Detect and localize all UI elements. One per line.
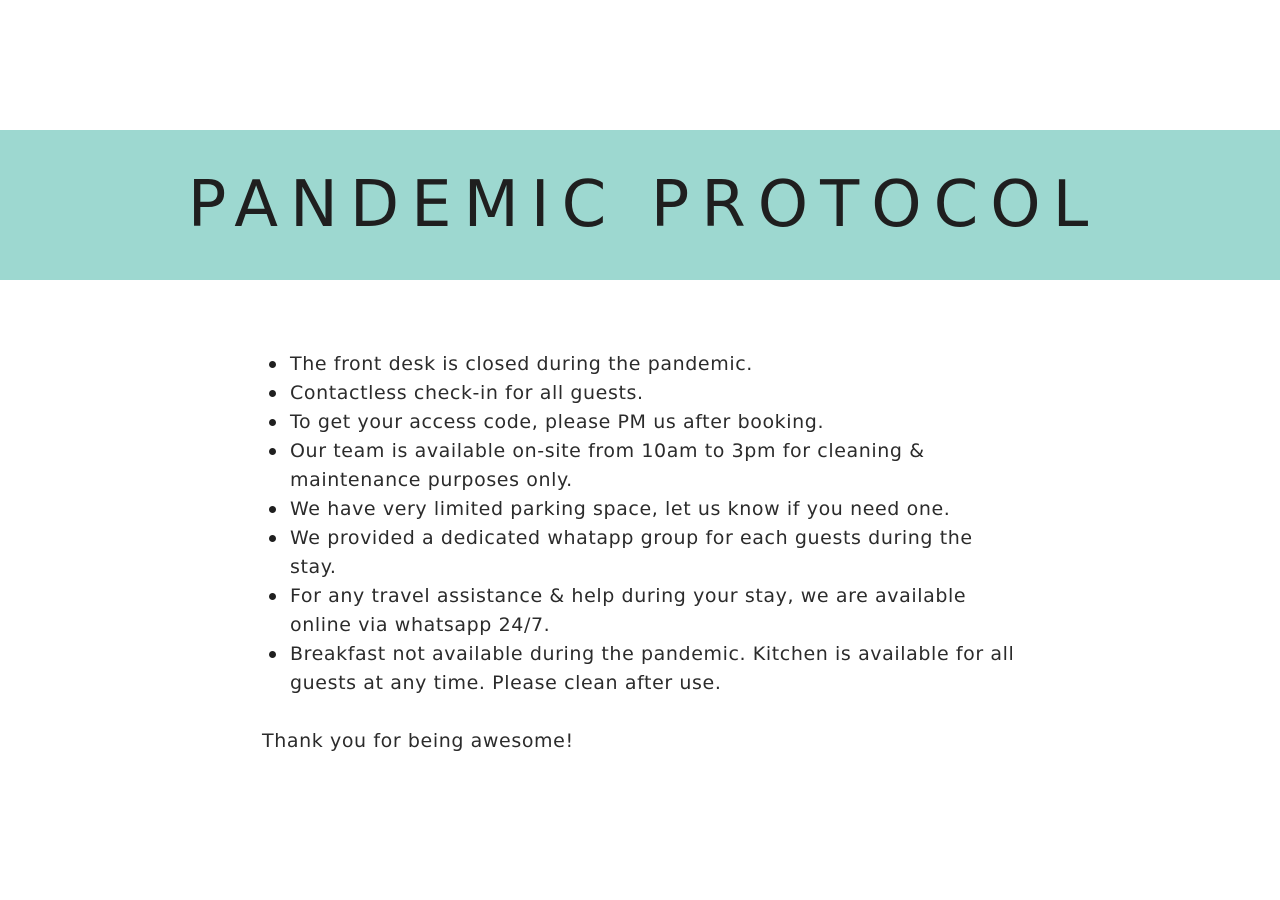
list-item-text: We provided a dedicated whatapp group for each guests during the stay. <box>290 527 973 578</box>
list-item-text: The front desk is closed during the pandemic. <box>290 353 753 375</box>
protocol-body <box>262 350 1022 756</box>
list-item <box>262 437 1022 495</box>
list-item-text: Our team is available on-site from 10am to 3pm for cleaning & maintenance purposes only. <box>290 440 925 491</box>
list-item <box>262 640 1022 698</box>
list-item <box>262 495 1022 524</box>
title-banner <box>0 130 1280 280</box>
bullet-icon <box>269 506 276 513</box>
protocol-list <box>262 350 1022 698</box>
bullet-icon <box>269 361 276 368</box>
bullet-icon <box>269 535 276 542</box>
list-item <box>262 350 1022 379</box>
list-item <box>262 524 1022 582</box>
page-title: PANDEMIC PROTOCOL <box>187 168 1101 242</box>
bullet-icon <box>269 651 276 658</box>
list-item-text: For any travel assistance & help during your stay, we are available online via whatsapp 24/7. <box>290 585 967 636</box>
list-item-text: Contactless check-in for all guests. <box>290 382 644 404</box>
list-item <box>262 582 1022 640</box>
list-item-text: We have very limited parking space, let us know if you need one. <box>290 498 951 520</box>
list-item <box>262 408 1022 437</box>
bullet-icon <box>269 448 276 455</box>
closing-message: Thank you for being awesome! <box>262 730 574 752</box>
list-item-text: Breakfast not available during the pandemic. Kitchen is available for all guests at any time. Please clean after use. <box>290 643 1015 694</box>
bullet-icon <box>269 593 276 600</box>
list-item-text: To get your access code, please PM us after booking. <box>290 411 825 433</box>
bullet-icon <box>269 390 276 397</box>
bullet-icon <box>269 419 276 426</box>
list-item <box>262 379 1022 408</box>
